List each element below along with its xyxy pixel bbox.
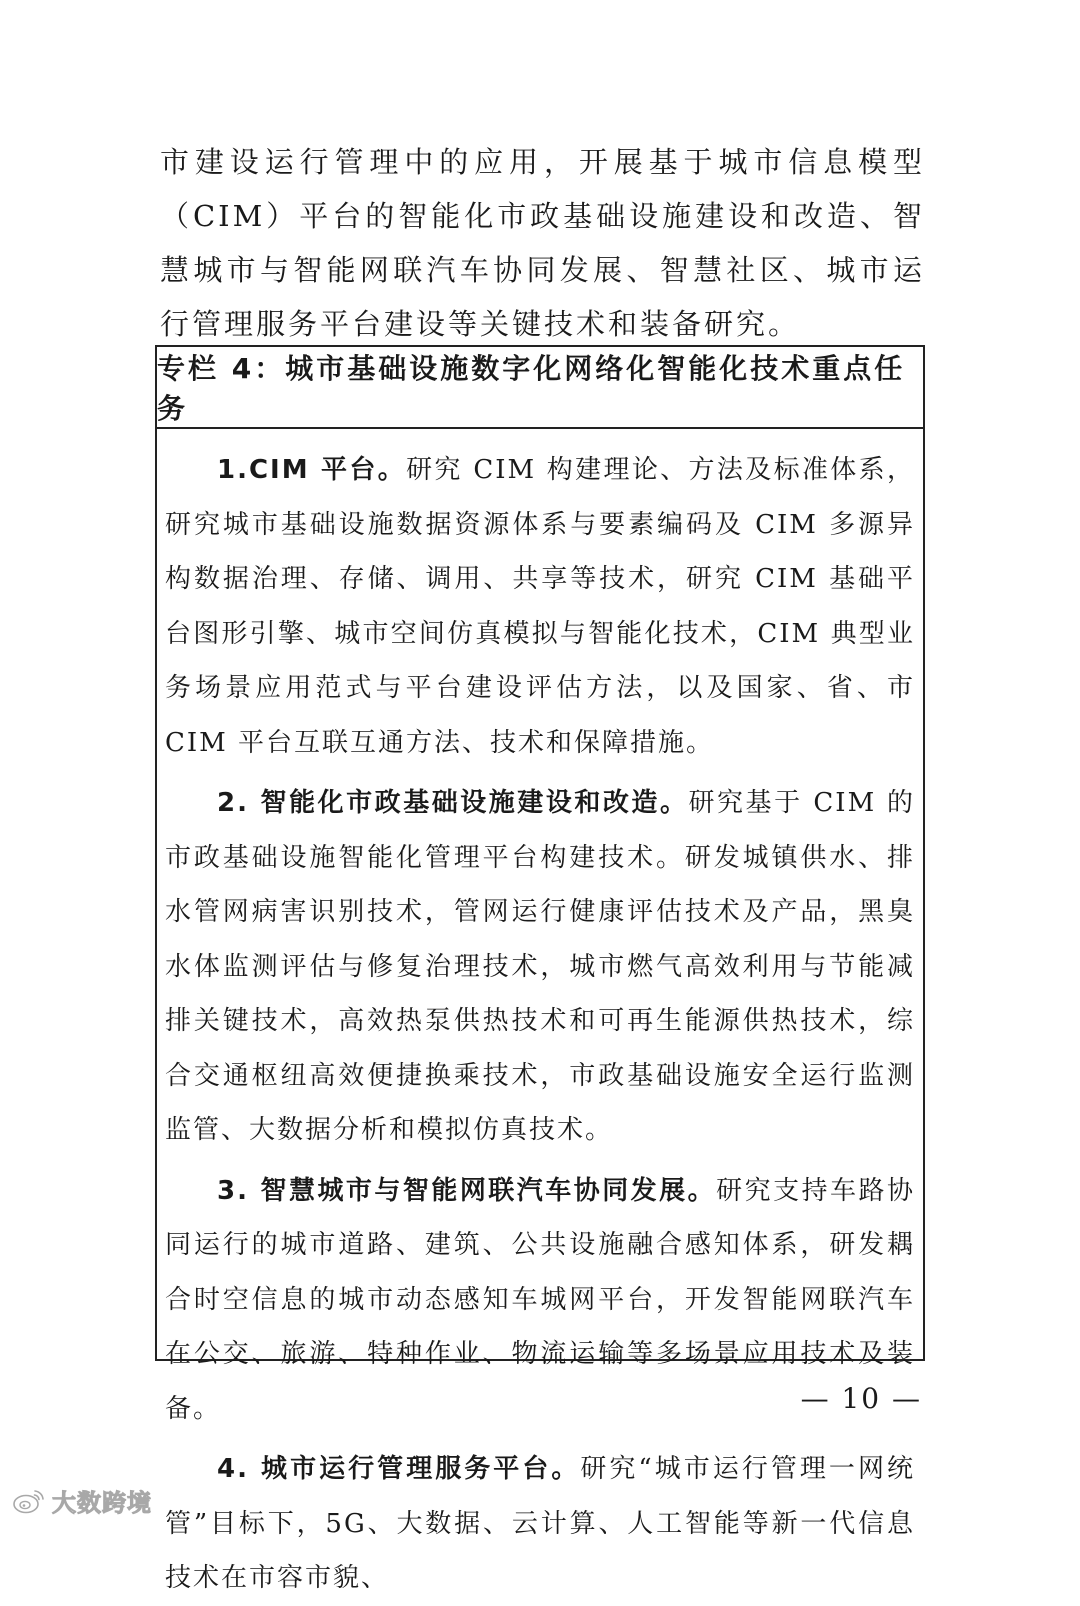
task-item-city-operation-platform [165, 1442, 915, 1606]
task-text: 研究支持车路协同运行的城市道路、建筑、公共设施融合感知体系，研发耦合时空信息的城市动态感知车城网平台，开发智能网联汽车在公交、旅游、特种作业、物流运输等多场景应用技术及装备。 [165, 1175, 915, 1424]
column-body [157, 429, 923, 1606]
task-text: 研究 CIM 构建理论、方法及标准体系，研究城市基础设施数据资源体系与要素编码及 CIM 多源异构数据治理、存储、调用、共享等技术，研究 CIM 基础平台图形引擎、城市空间仿真模拟与智能化技术，CIM 典型业务场景应用范式与平台建设评估方法，以及国家、省、市 CIM 平台互联互通方法、技术和保障措施。 [165, 455, 915, 758]
task-heading: 4. 城市运行管理服务平台。 [217, 1454, 581, 1484]
watermark [12, 1483, 152, 1518]
task-heading: 1.CIM 平台。 [217, 455, 407, 485]
page-number: — 10 — [800, 1382, 922, 1415]
weibo-logo-icon [12, 1487, 46, 1515]
intro-paragraph: 市建设运行管理中的应用，开展基于城市信息模型（CIM）平台的智能化市政基础设施建设和改造、智慧城市与智能网联汽车协同发展、智慧社区、城市运行管理服务平台建设等关键技术和装备研究。 [160, 145, 925, 341]
column-title: 专栏 4：城市基础设施数字化网络化智能化技术重点任务 [157, 347, 923, 429]
task-text: 研究基于 CIM 的市政基础设施智能化管理平台构建技术。研发城镇供水、排水管网病害识别技术，管网运行健康评估技术及产品，黑臭水体监测评估与修复治理技术，城市燃气高效利用与节能减排关键技术，高效热泵供热技术和可再生能源供热技术，综合交通枢纽高效便捷换乘技术，市政基础设施安全运行监测监管、大数据分析和模拟仿真技术。 [165, 788, 915, 1145]
task-text: 研究“城市运行管理一网统管”目标下，5G、大数据、云计算、人工智能等新一代信息技术在市容市貌、 [165, 1454, 915, 1593]
watermark-text: 大数跨境 [52, 1489, 152, 1517]
task-heading: 2. 智能化市政基础设施建设和改造。 [217, 788, 689, 818]
task-item-cim-platform [165, 443, 915, 770]
task-heading: 3. 智慧城市与智能网联汽车协同发展。 [217, 1175, 717, 1206]
task-item-municipal-infrastructure [165, 776, 915, 1158]
